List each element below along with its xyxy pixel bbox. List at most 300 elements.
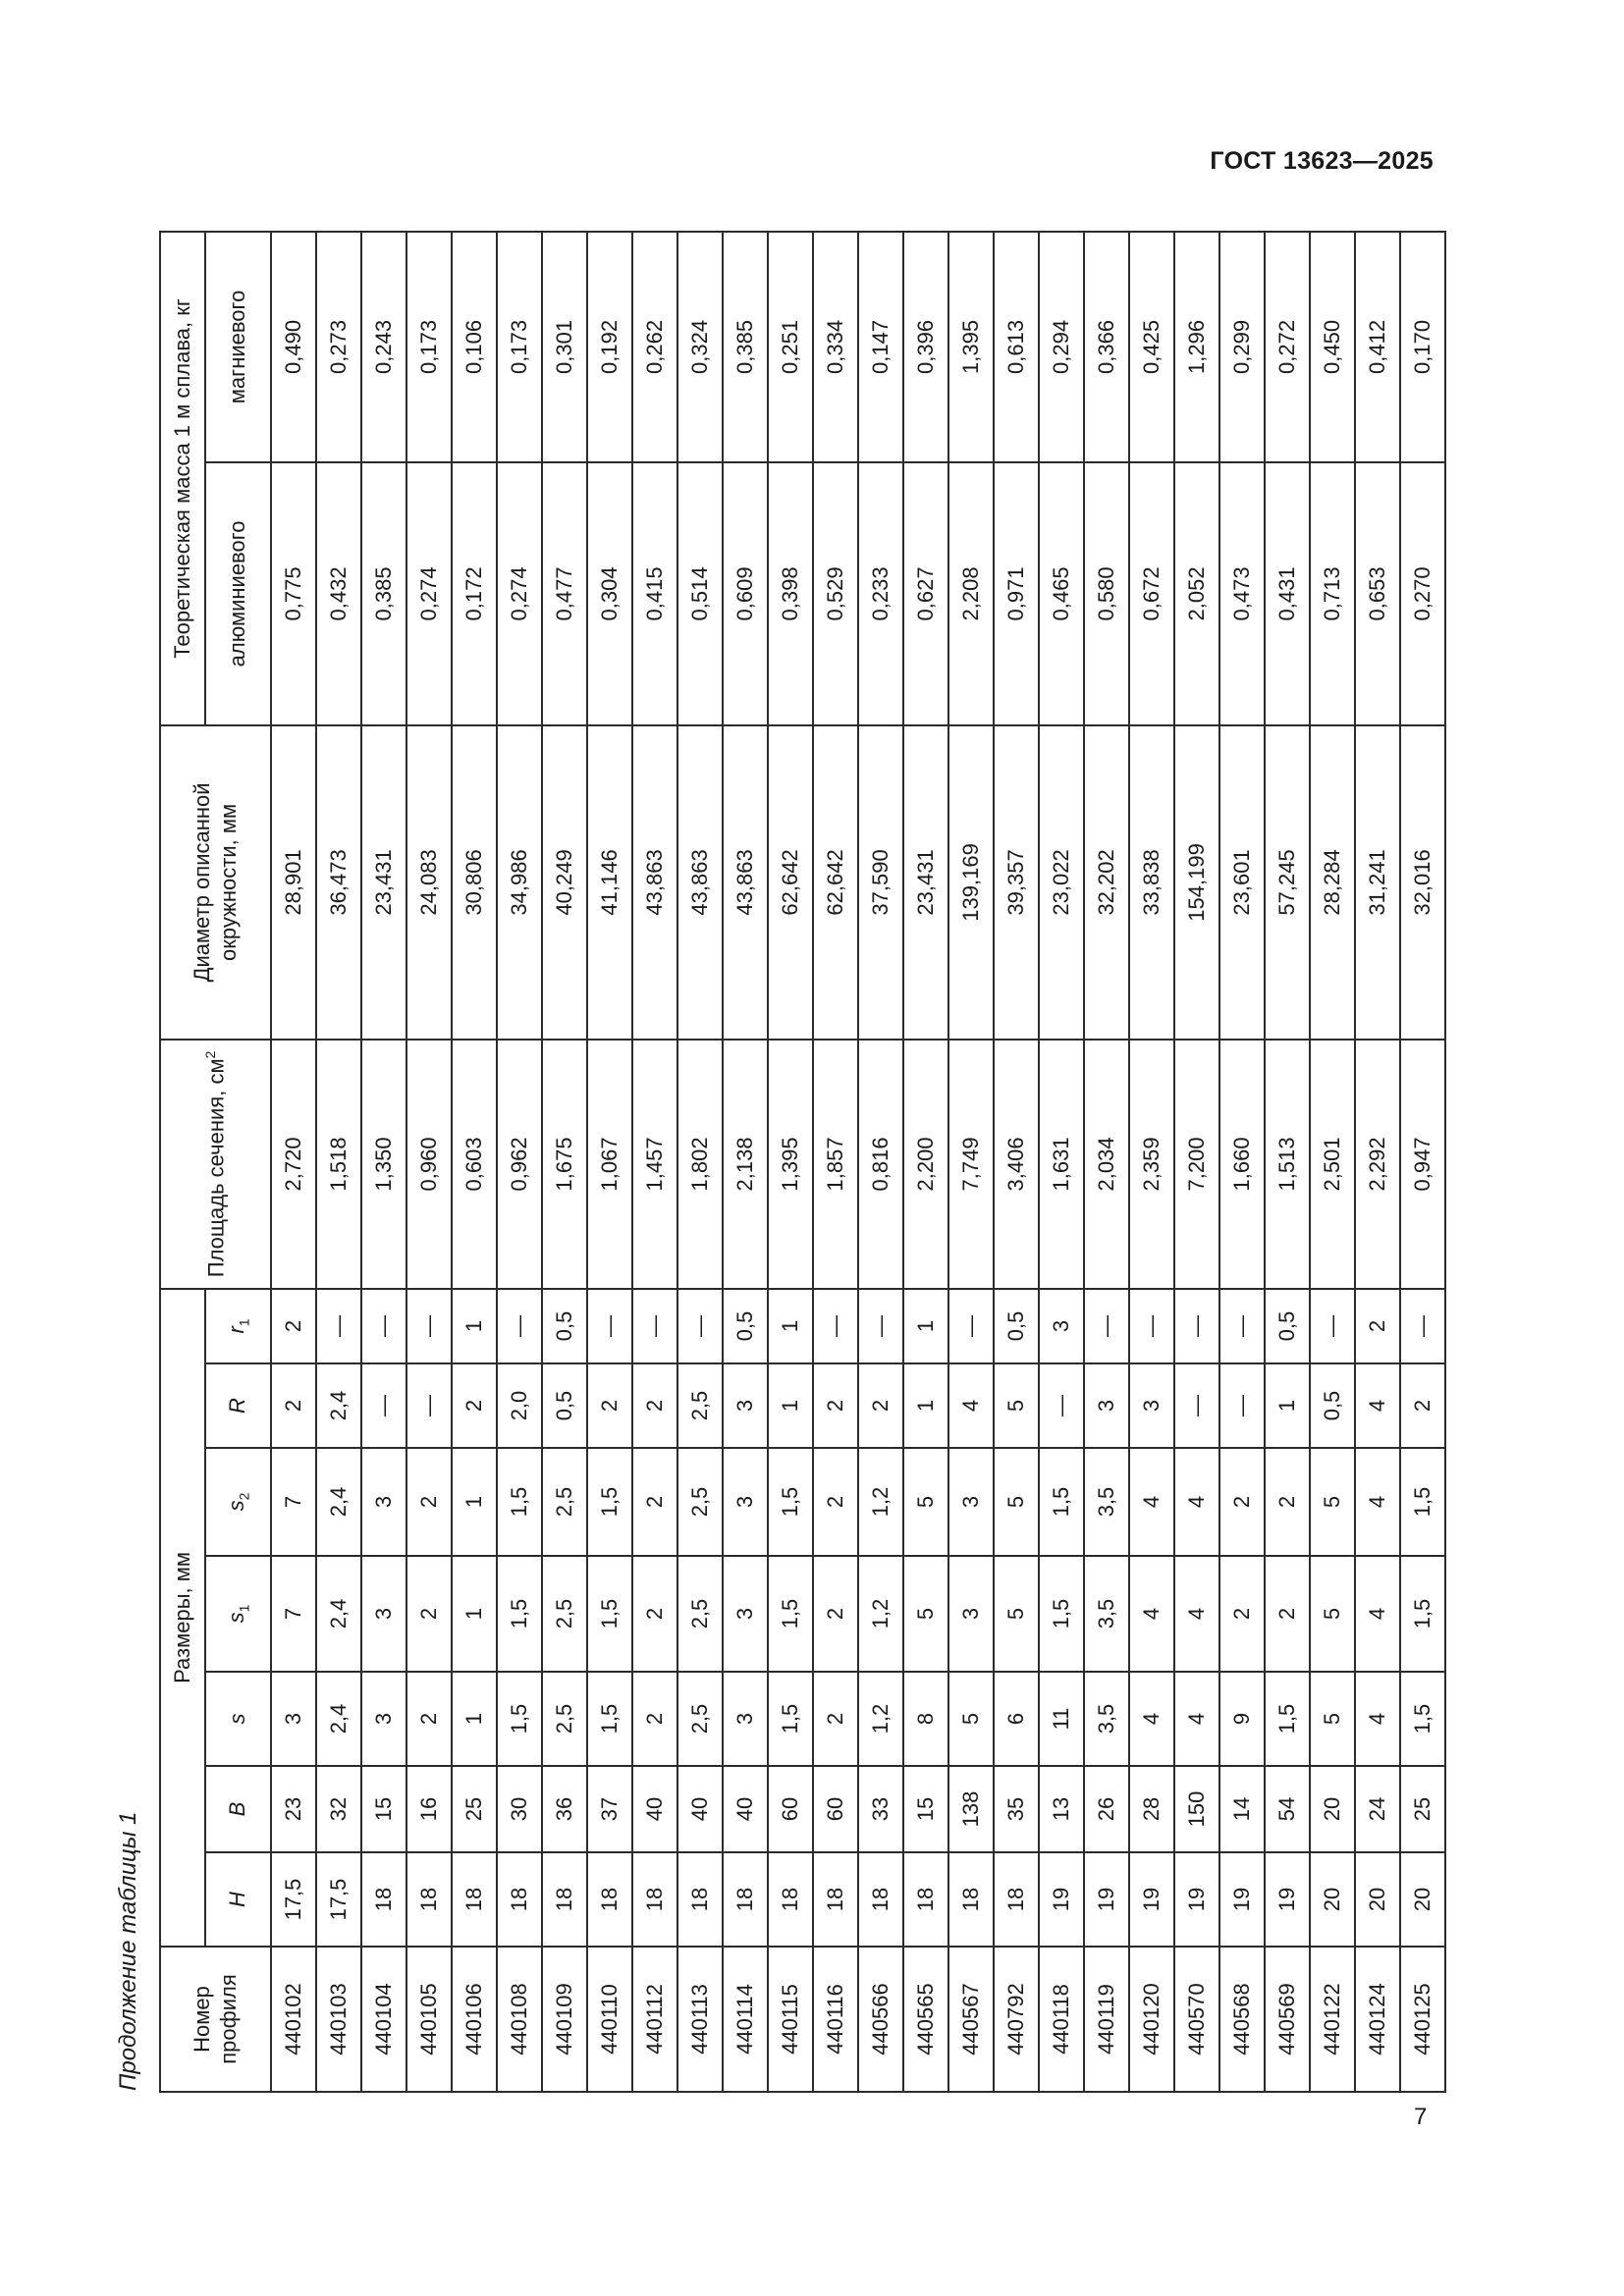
table-cell: 1 xyxy=(452,1556,497,1672)
table-row xyxy=(1039,232,1084,2092)
table-cell: 2 xyxy=(632,1448,677,1556)
table-cell: 1,5 xyxy=(1039,1448,1084,1556)
table-row xyxy=(1355,232,1400,2092)
table-cell: 2,5 xyxy=(677,1672,723,1766)
table-cell: 5 xyxy=(903,1556,948,1672)
table-cell: 1,350 xyxy=(361,1040,406,1289)
table-cell: 2,5 xyxy=(677,1556,723,1672)
table-cell: 139,169 xyxy=(948,725,994,1040)
table-cell: 0,490 xyxy=(271,232,316,462)
table-cell: 32,202 xyxy=(1084,725,1129,1040)
table-cell: 37,590 xyxy=(858,725,903,1040)
table-cell: 5 xyxy=(994,1556,1039,1672)
table-row xyxy=(361,232,406,2092)
table-cell: 3 xyxy=(723,1363,768,1448)
table-cell: 2,4 xyxy=(316,1448,361,1556)
table-cell: 2 xyxy=(1265,1448,1310,1556)
table-cell: 0,294 xyxy=(1039,232,1084,462)
table-cell: 0,960 xyxy=(406,1040,452,1289)
table-cell: 4 xyxy=(1355,1363,1400,1448)
table-cell: 0,334 xyxy=(813,232,858,462)
table-cell: 18 xyxy=(858,1852,903,1947)
table-caption: Продолжение таблицы 1 xyxy=(115,1811,141,2091)
table-cell: 0,672 xyxy=(1129,462,1174,725)
table-cell: 57,245 xyxy=(1265,725,1310,1040)
header-s2-sub: 2 xyxy=(236,1492,252,1501)
table-cell: 440124 xyxy=(1355,1947,1400,2092)
table-cell: 23,022 xyxy=(1039,725,1084,1040)
table-cell: 440570 xyxy=(1174,1947,1219,2092)
table-cell: 20 xyxy=(1355,1852,1400,1947)
table-cell: 0,5 xyxy=(542,1363,587,1448)
table-cell: 14 xyxy=(1219,1766,1265,1852)
table-cell: 1,513 xyxy=(1265,1040,1310,1289)
table-row xyxy=(632,232,677,2092)
table-cell: 4 xyxy=(1174,1672,1219,1766)
table-cell: 440106 xyxy=(452,1947,497,2092)
table-cell: 7,749 xyxy=(948,1040,994,1289)
table-cell: 2 xyxy=(1265,1556,1310,1672)
table-cell: 3 xyxy=(1039,1289,1084,1363)
table-cell: 0,270 xyxy=(1400,462,1445,725)
table-cell: 3 xyxy=(1084,1363,1129,1448)
table-cell: 0,192 xyxy=(587,232,632,462)
table-cell: 440115 xyxy=(768,1947,813,2092)
table-cell: 2,4 xyxy=(316,1556,361,1672)
table-cell: — xyxy=(632,1289,677,1363)
table-cell: 1 xyxy=(452,1448,497,1556)
table-cell: 1,5 xyxy=(768,1672,813,1766)
table-cell: 33,838 xyxy=(1129,725,1174,1040)
table-cell: 18 xyxy=(768,1852,813,1947)
table-cell: 1,2 xyxy=(858,1448,903,1556)
table-cell: 0,425 xyxy=(1129,232,1174,462)
table-cell: 2,0 xyxy=(497,1363,542,1448)
table-cell: 3 xyxy=(271,1672,316,1766)
table-cell: 8 xyxy=(903,1672,948,1766)
table-cell: 2,292 xyxy=(1355,1040,1400,1289)
table-cell: 0,653 xyxy=(1355,462,1400,725)
table-cell: 0,465 xyxy=(1039,462,1084,725)
table-cell: 36 xyxy=(542,1766,587,1852)
table-cell: 0,274 xyxy=(497,462,542,725)
table-cell: 1 xyxy=(903,1363,948,1448)
table-cell: 0,170 xyxy=(1400,232,1445,462)
table-cell: 18 xyxy=(632,1852,677,1947)
table-cell: 15 xyxy=(361,1766,406,1852)
table-cell: 2 xyxy=(632,1363,677,1448)
table-cell: 1,5 xyxy=(1400,1556,1445,1672)
header-area-sup: 2 xyxy=(201,1050,218,1059)
table-row xyxy=(316,232,361,2092)
table-cell: 18 xyxy=(677,1852,723,1947)
table-cell: 154,199 xyxy=(1174,725,1219,1040)
table-cell: 2,4 xyxy=(316,1672,361,1766)
table-cell: 0,5 xyxy=(1310,1363,1355,1448)
header-diameter: Диаметр описанной окружности, мм xyxy=(160,725,271,1040)
table-cell: — xyxy=(677,1289,723,1363)
table-row xyxy=(271,232,316,2092)
table-cell: 19 xyxy=(1129,1852,1174,1947)
table-cell: 18 xyxy=(542,1852,587,1947)
table-cell: 4 xyxy=(1174,1448,1219,1556)
table-cell: 40 xyxy=(723,1766,768,1852)
table-cell: 1,518 xyxy=(316,1040,361,1289)
table-cell: 3 xyxy=(1129,1363,1174,1448)
table-cell: 2 xyxy=(1219,1556,1265,1672)
table-cell: 32,016 xyxy=(1400,725,1445,1040)
table-cell: 0,613 xyxy=(994,232,1039,462)
table-cell: 0,385 xyxy=(361,462,406,725)
table-cell: 0,816 xyxy=(858,1040,903,1289)
table-row xyxy=(587,232,632,2092)
table-cell: 19 xyxy=(1039,1852,1084,1947)
header-R: R xyxy=(205,1363,271,1448)
table-cell: 18 xyxy=(903,1852,948,1947)
table-cell: 440122 xyxy=(1310,1947,1355,2092)
table-cell: — xyxy=(1039,1363,1084,1448)
table-cell: 7 xyxy=(271,1556,316,1672)
table-cell: 3 xyxy=(361,1672,406,1766)
table-cell: 23,601 xyxy=(1219,725,1265,1040)
table-cell: — xyxy=(1400,1289,1445,1363)
table-row xyxy=(1265,232,1310,2092)
table-cell: 1,5 xyxy=(1039,1556,1084,1672)
table-cell: 28,284 xyxy=(1310,725,1355,1040)
table-row xyxy=(1219,232,1265,2092)
table-cell: 2,501 xyxy=(1310,1040,1355,1289)
table-row xyxy=(994,232,1039,2092)
table-cell: 0,947 xyxy=(1400,1040,1445,1289)
table-cell: 1,5 xyxy=(1265,1672,1310,1766)
table-cell: — xyxy=(1129,1289,1174,1363)
table-cell: 0,173 xyxy=(406,232,452,462)
table-cell: 3 xyxy=(948,1556,994,1672)
header-s1-text: s xyxy=(223,1612,248,1624)
table-cell: 0,412 xyxy=(1355,232,1400,462)
table-cell: 2,052 xyxy=(1174,462,1219,725)
table-cell: 440125 xyxy=(1400,1947,1445,2092)
table-cell: 2,138 xyxy=(723,1040,768,1289)
table-cell: 2 xyxy=(406,1672,452,1766)
table-cell: 4 xyxy=(1355,1448,1400,1556)
header-s1 xyxy=(205,1556,271,1672)
table-cell: 16 xyxy=(406,1766,452,1852)
header-H: H xyxy=(205,1852,271,1947)
table-cell: 440118 xyxy=(1039,1947,1084,2092)
table-cell: 440120 xyxy=(1129,1947,1174,2092)
table-cell: 18 xyxy=(452,1852,497,1947)
header-r1-sub: 1 xyxy=(236,1318,252,1327)
table-cell: 0,627 xyxy=(903,462,948,725)
table-cell: 440567 xyxy=(948,1947,994,2092)
table-cell: 4 xyxy=(1129,1448,1174,1556)
table-cell: 11 xyxy=(1039,1672,1084,1766)
table-cell: 1 xyxy=(903,1289,948,1363)
table-cell: 0,5 xyxy=(1265,1289,1310,1363)
header-s2 xyxy=(205,1448,271,1556)
table-cell: 3,5 xyxy=(1084,1448,1129,1556)
table-cell: 4 xyxy=(1174,1556,1219,1672)
table-cell: 440114 xyxy=(723,1947,768,2092)
table-cell: 7 xyxy=(271,1448,316,1556)
table-cell: 2,5 xyxy=(542,1556,587,1672)
table-cell: 2 xyxy=(813,1556,858,1672)
table-cell: 40 xyxy=(632,1766,677,1852)
table-cell: 1,067 xyxy=(587,1040,632,1289)
table-row xyxy=(677,232,723,2092)
table-cell: 0,262 xyxy=(632,232,677,462)
table-cell: 1,5 xyxy=(1400,1672,1445,1766)
table-cell: 1,2 xyxy=(858,1672,903,1766)
table-cell: 26 xyxy=(1084,1766,1129,1852)
table-cell: 440108 xyxy=(497,1947,542,2092)
table-cell: 2 xyxy=(1355,1289,1400,1363)
table-row xyxy=(768,232,813,2092)
table-cell: 2,034 xyxy=(1084,1040,1129,1289)
table-cell: 0,775 xyxy=(271,462,316,725)
table-cell: — xyxy=(587,1289,632,1363)
table-cell: 0,396 xyxy=(903,232,948,462)
table-cell: 62,642 xyxy=(768,725,813,1040)
table-cell: 440792 xyxy=(994,1947,1039,2092)
table-cell: 2,359 xyxy=(1129,1040,1174,1289)
table-cell: 24 xyxy=(1355,1766,1400,1852)
header-r1 xyxy=(205,1289,271,1363)
table-cell: 3,406 xyxy=(994,1040,1039,1289)
table-row xyxy=(542,232,587,2092)
table-row xyxy=(1400,232,1445,2092)
table-cell: 60 xyxy=(813,1766,858,1852)
table-cell: 35 xyxy=(994,1766,1039,1852)
table-cell: 36,473 xyxy=(316,725,361,1040)
table-cell: 2 xyxy=(1219,1448,1265,1556)
table-cell: 0,251 xyxy=(768,232,813,462)
header-B: B xyxy=(205,1766,271,1852)
table-cell: — xyxy=(1174,1289,1219,1363)
table-cell: 5 xyxy=(903,1448,948,1556)
table-cell: 440103 xyxy=(316,1947,361,2092)
table-cell: 0,272 xyxy=(1265,232,1310,462)
table-cell: 54 xyxy=(1265,1766,1310,1852)
table-cell: 2 xyxy=(813,1363,858,1448)
table-cell: 2 xyxy=(406,1556,452,1672)
table-cell: 15 xyxy=(903,1766,948,1852)
table-cell: 1,857 xyxy=(813,1040,858,1289)
table-cell: — xyxy=(497,1289,542,1363)
table-cell: 24,083 xyxy=(406,725,452,1040)
table-cell: 2 xyxy=(632,1672,677,1766)
header-s1-sub: 1 xyxy=(236,1604,252,1613)
table-cell: 34,986 xyxy=(497,725,542,1040)
table-cell: 0,5 xyxy=(994,1289,1039,1363)
table-cell: 0,529 xyxy=(813,462,858,725)
table-row xyxy=(452,232,497,2092)
table-cell: 18 xyxy=(948,1852,994,1947)
table-cell: 1,5 xyxy=(497,1672,542,1766)
table-row xyxy=(497,232,542,2092)
table-cell: 1,802 xyxy=(677,1040,723,1289)
table-cell: 0,273 xyxy=(316,232,361,462)
table-cell: 1,5 xyxy=(497,1556,542,1672)
table-cell: 1,5 xyxy=(768,1448,813,1556)
table-cell: 4 xyxy=(1129,1556,1174,1672)
table-cell: 43,863 xyxy=(632,725,677,1040)
header-mass: Теоретическая масса 1 м сплава, кг xyxy=(160,232,205,725)
table-row xyxy=(406,232,452,2092)
table-cell: — xyxy=(858,1289,903,1363)
table-cell: 1,675 xyxy=(542,1040,587,1289)
table-cell: 2 xyxy=(452,1363,497,1448)
table-cell: 40,249 xyxy=(542,725,587,1040)
table-cell: 0,609 xyxy=(723,462,768,725)
table-cell: 17,5 xyxy=(316,1852,361,1947)
table-cell: 2,4 xyxy=(316,1363,361,1448)
page-number: 7 xyxy=(1414,2104,1428,2130)
table-cell: 25 xyxy=(452,1766,497,1852)
table-cell: 1,296 xyxy=(1174,232,1219,462)
table-cell: 0,580 xyxy=(1084,462,1129,725)
table-cell: 440569 xyxy=(1265,1947,1310,2092)
table-row xyxy=(1084,232,1129,2092)
table-cell: 5 xyxy=(994,1363,1039,1448)
table-cell: 1 xyxy=(768,1289,813,1363)
table-cell: 33 xyxy=(858,1766,903,1852)
table-cell: 0,147 xyxy=(858,232,903,462)
table-cell: 4 xyxy=(948,1363,994,1448)
table-cell: 19 xyxy=(1219,1852,1265,1947)
table-cell: 18 xyxy=(994,1852,1039,1947)
table-cell: 1,5 xyxy=(768,1556,813,1672)
header-aluminum: алюминиевого xyxy=(205,462,271,725)
table-cell: — xyxy=(361,1289,406,1363)
table-cell: 2 xyxy=(271,1363,316,1448)
table-cell: 18 xyxy=(497,1852,542,1947)
table-cell: 0,431 xyxy=(1265,462,1310,725)
table-cell: 17,5 xyxy=(271,1852,316,1947)
table-cell: 39,357 xyxy=(994,725,1039,1040)
table-cell: 28 xyxy=(1129,1766,1174,1852)
table-cell: 2,208 xyxy=(948,462,994,725)
table-cell: — xyxy=(1219,1363,1265,1448)
header-s: s xyxy=(205,1672,271,1766)
table-row xyxy=(858,232,903,2092)
table-cell: 0,432 xyxy=(316,462,361,725)
table-cell: 0,324 xyxy=(677,232,723,462)
table-cell: 440116 xyxy=(813,1947,858,2092)
table-cell: 0,514 xyxy=(677,462,723,725)
table-cell: — xyxy=(948,1289,994,1363)
header-area xyxy=(160,1040,271,1289)
table-cell: 32 xyxy=(316,1766,361,1852)
table-cell: 0,477 xyxy=(542,462,587,725)
table-cell: 0,971 xyxy=(994,462,1039,725)
table-cell: 138 xyxy=(948,1766,994,1852)
table-cell: 18 xyxy=(587,1852,632,1947)
table-cell: 5 xyxy=(994,1448,1039,1556)
table-cell: 0,173 xyxy=(497,232,542,462)
table-cell: 19 xyxy=(1265,1852,1310,1947)
table-cell: 40 xyxy=(677,1766,723,1852)
header-s2-text: s xyxy=(223,1500,248,1512)
table-cell: 0,398 xyxy=(768,462,813,725)
table-row xyxy=(723,232,768,2092)
table-cell: 6 xyxy=(994,1672,1039,1766)
table-cell: — xyxy=(361,1363,406,1448)
table-cell: 5 xyxy=(1310,1672,1355,1766)
table-cell: 3,5 xyxy=(1084,1556,1129,1672)
table-cell: 9 xyxy=(1219,1672,1265,1766)
table-cell: 440568 xyxy=(1219,1947,1265,2092)
table-cell: 1,457 xyxy=(632,1040,677,1289)
table-cell: 3 xyxy=(948,1448,994,1556)
table-cell: 1,395 xyxy=(948,232,994,462)
table-cell: 2 xyxy=(587,1363,632,1448)
table-cell: 0,962 xyxy=(497,1040,542,1289)
table-cell: 4 xyxy=(1355,1672,1400,1766)
table-cell: 0,233 xyxy=(858,462,903,725)
table-cell: 23 xyxy=(271,1766,316,1852)
table-cell: 2,200 xyxy=(903,1040,948,1289)
table-cell: 18 xyxy=(813,1852,858,1947)
table-cell: 19 xyxy=(1084,1852,1129,1947)
table-cell: 2,5 xyxy=(677,1363,723,1448)
table-cell: 1 xyxy=(1265,1363,1310,1448)
table-cell: 0,304 xyxy=(587,462,632,725)
table-cell: 1 xyxy=(452,1672,497,1766)
table-cell: 60 xyxy=(768,1766,813,1852)
table-cell: 1,395 xyxy=(768,1040,813,1289)
table-cell: 3 xyxy=(723,1448,768,1556)
table-cell: 2 xyxy=(1400,1363,1445,1448)
table-cell: 62,642 xyxy=(813,725,858,1040)
table-cell: — xyxy=(1310,1289,1355,1363)
table-cell: 20 xyxy=(1400,1852,1445,1947)
table-cell: 43,863 xyxy=(723,725,768,1040)
table-cell: 4 xyxy=(1129,1672,1174,1766)
table-cell: 2 xyxy=(813,1672,858,1766)
table-cell: 1,5 xyxy=(587,1672,632,1766)
table-cell: 0,473 xyxy=(1219,462,1265,725)
table-cell: 150 xyxy=(1174,1766,1219,1852)
table-cell: 31,241 xyxy=(1355,725,1400,1040)
table-row xyxy=(1310,232,1355,2092)
table-cell: 1,2 xyxy=(858,1556,903,1672)
table-cell: 0,366 xyxy=(1084,232,1129,462)
header-r1-text: r xyxy=(223,1326,248,1334)
table-cell: 3 xyxy=(361,1448,406,1556)
table-cell: 0,299 xyxy=(1219,232,1265,462)
table-cell: 0,106 xyxy=(452,232,497,462)
table-cell: 1,631 xyxy=(1039,1040,1084,1289)
table-cell: 18 xyxy=(361,1852,406,1947)
table-cell: 440110 xyxy=(587,1947,632,2092)
table-cell: 0,713 xyxy=(1310,462,1355,725)
table-cell: 1,660 xyxy=(1219,1040,1265,1289)
table-cell: 23,431 xyxy=(361,725,406,1040)
table-cell: 43,863 xyxy=(677,725,723,1040)
table-cell: 7,200 xyxy=(1174,1040,1219,1289)
table-cell: 1,5 xyxy=(497,1448,542,1556)
table-cell: 0,5 xyxy=(542,1289,587,1363)
table-cell: 1 xyxy=(768,1363,813,1448)
table-cell: 440102 xyxy=(271,1947,316,2092)
table-cell: 440566 xyxy=(858,1947,903,2092)
table-cell: 440109 xyxy=(542,1947,587,2092)
table-cell: 2,5 xyxy=(542,1448,587,1556)
table-row xyxy=(1174,232,1219,2092)
table-cell: 30,806 xyxy=(452,725,497,1040)
